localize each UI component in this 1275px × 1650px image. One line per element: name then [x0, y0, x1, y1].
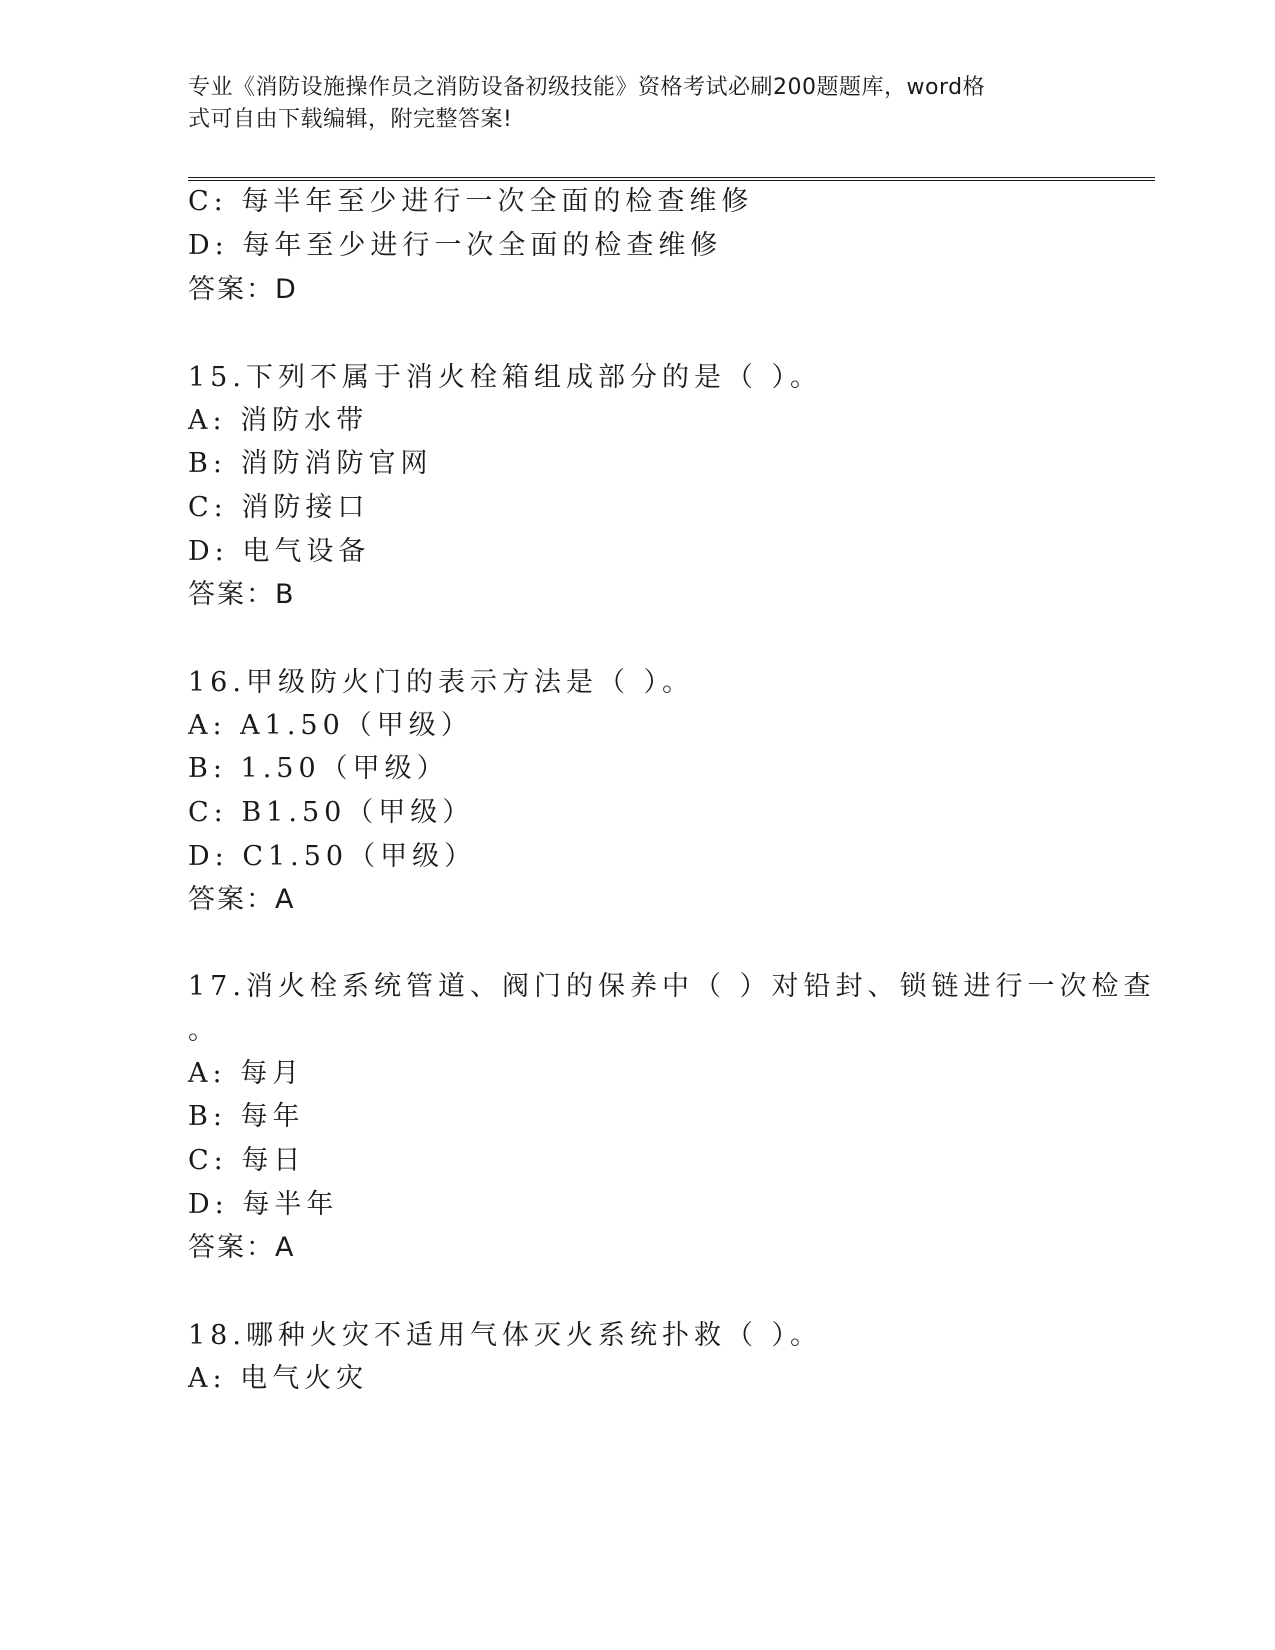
prev-answer: 答案：D — [188, 274, 298, 305]
q17-answer: 答案：A — [188, 1232, 296, 1263]
document-header — [188, 72, 1078, 136]
header-line-1: 专业《消防设施操作员之消防设备初级技能》资格考试必刷200题题库，word格 — [188, 75, 986, 100]
q17-stem-wrap: 。 — [188, 1015, 220, 1046]
header-line-2: 式可自由下载编辑，附完整答案! — [188, 107, 513, 132]
q15-option-d: D: 电气设备 — [188, 536, 371, 567]
q18-stem: 18.哪种火灾不适用气体灭火系统扑救（ ）。 — [188, 1320, 823, 1351]
q15-answer: 答案：B — [188, 579, 296, 610]
q18-option-a: A: 电气火灾 — [188, 1363, 369, 1394]
q17-option-d: D: 每半年 — [188, 1189, 339, 1220]
q15-option-b: B: 消防消防官网 — [188, 448, 433, 479]
header-divider — [188, 177, 1155, 181]
q16-option-c: C: B1.50（甲级） — [188, 797, 475, 828]
q15-stem: 15.下列不属于消火栓箱组成部分的是（ ）。 — [188, 362, 823, 393]
q17-stem: 17.消火栓系统管道、阀门的保养中（ ）对铅封、锁链进行一次检查 — [188, 971, 1156, 1002]
q16-option-d: D: C1.50（甲级） — [188, 841, 477, 872]
q17-option-b: B: 每年 — [188, 1101, 305, 1132]
q15-option-c: C: 消防接口 — [188, 492, 370, 523]
q16-option-b: B: 1.50（甲级） — [188, 753, 449, 784]
q15-option-a: A: 消防水带 — [188, 405, 369, 436]
q17-option-c: C: 每日 — [188, 1145, 306, 1176]
prev-option-c: C: 每半年至少进行一次全面的检查维修 — [188, 186, 754, 217]
q16-answer: 答案：A — [188, 884, 296, 915]
q16-stem: 16.甲级防火门的表示方法是（ ）。 — [188, 667, 695, 698]
q17-option-a: A: 每月 — [188, 1058, 305, 1089]
q16-option-a: A: A1.50（甲级） — [188, 710, 473, 741]
prev-option-d: D: 每年至少进行一次全面的检查维修 — [188, 230, 723, 261]
